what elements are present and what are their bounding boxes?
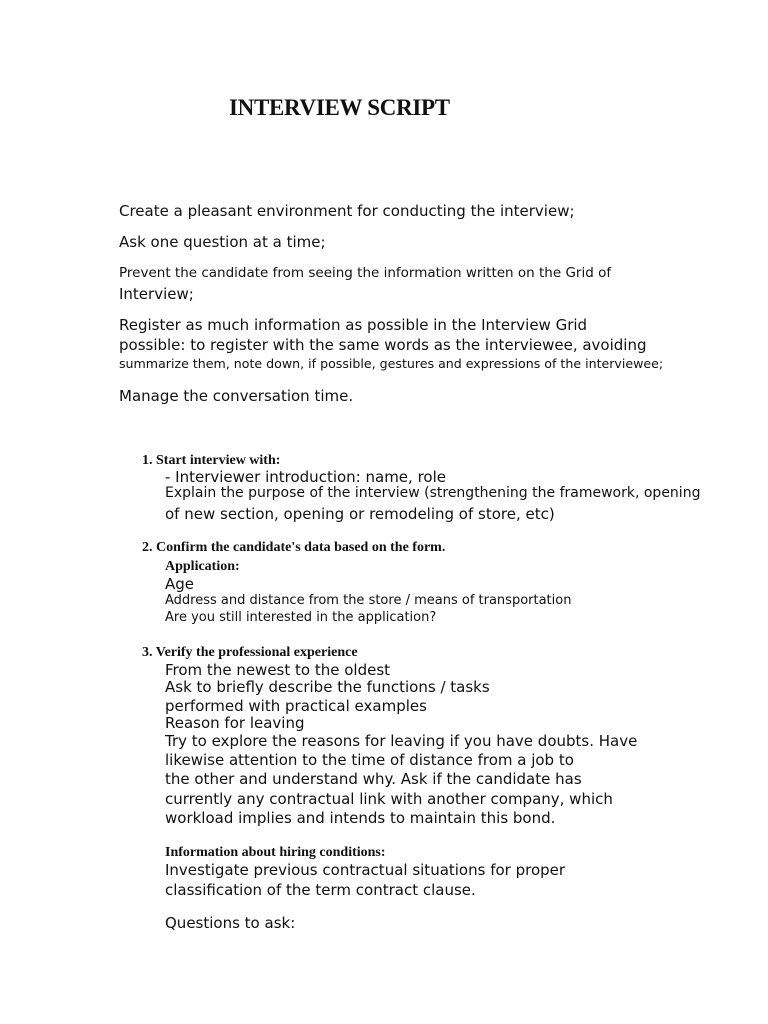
guideline-line: Create a pleasant environment for conducting the interview;: [119, 202, 575, 220]
questions-label: Questions to ask:: [165, 914, 296, 932]
section-heading: 1. Start interview with:: [142, 453, 281, 468]
document-title: INTERVIEW SCRIPT: [229, 95, 450, 120]
guideline-line: Interview;: [119, 285, 194, 303]
section-item: From the newest to the oldest: [165, 661, 391, 679]
guideline-line: Prevent the candidate from seeing the information written on the Grid of: [119, 265, 612, 281]
guideline-line: Manage the conversation time.: [119, 387, 354, 405]
guideline-line: Register as much information as possible in the Interview Grid: [119, 316, 588, 334]
section-item: the other and understand why. Ask if the candidate has: [165, 770, 582, 788]
section-item: Are you still interested in the application?: [165, 610, 437, 625]
section-item: Age: [165, 575, 195, 593]
section-item: Ask to briefly describe the functions / tasks: [165, 678, 490, 696]
section-item: Reason for leaving: [165, 714, 305, 732]
section-item: Explain the purpose of the interview (strengthening the framework, opening: [165, 485, 701, 501]
guideline-line: summarize them, note down, if possible, gestures and expressions of the interviewee;: [119, 356, 664, 371]
section-item: - Interviewer introduction: name, role: [165, 468, 446, 486]
section-item: currently any contractual link with another company, which: [165, 790, 613, 808]
section-item: performed with practical examples: [165, 697, 427, 715]
section-item: likewise attention to the time of distance from a job to: [165, 751, 574, 769]
section-item: Try to explore the reasons for leaving if you have doubts. Have: [165, 732, 638, 750]
section-heading: 2. Confirm the candidate's data based on the form.: [142, 540, 446, 555]
section-item: classification of the term contract clause.: [165, 881, 476, 899]
section-item: Address and distance from the store / means of transportation: [165, 593, 572, 608]
section-item: workload implies and intends to maintain this bond.: [165, 809, 556, 827]
hiring-conditions-heading: Information about hiring conditions:: [165, 845, 386, 860]
guideline-line: Ask one question at a time;: [119, 233, 326, 251]
section-item: Investigate previous contractual situations for proper: [165, 861, 566, 879]
guideline-line: possible: to register with the same words as the interviewee, avoiding: [119, 336, 647, 354]
section-heading: 3. Verify the professional experience: [142, 645, 358, 660]
section-item: of new section, opening or remodeling of store, etc): [165, 505, 555, 523]
section-subheading: Application:: [165, 559, 240, 574]
